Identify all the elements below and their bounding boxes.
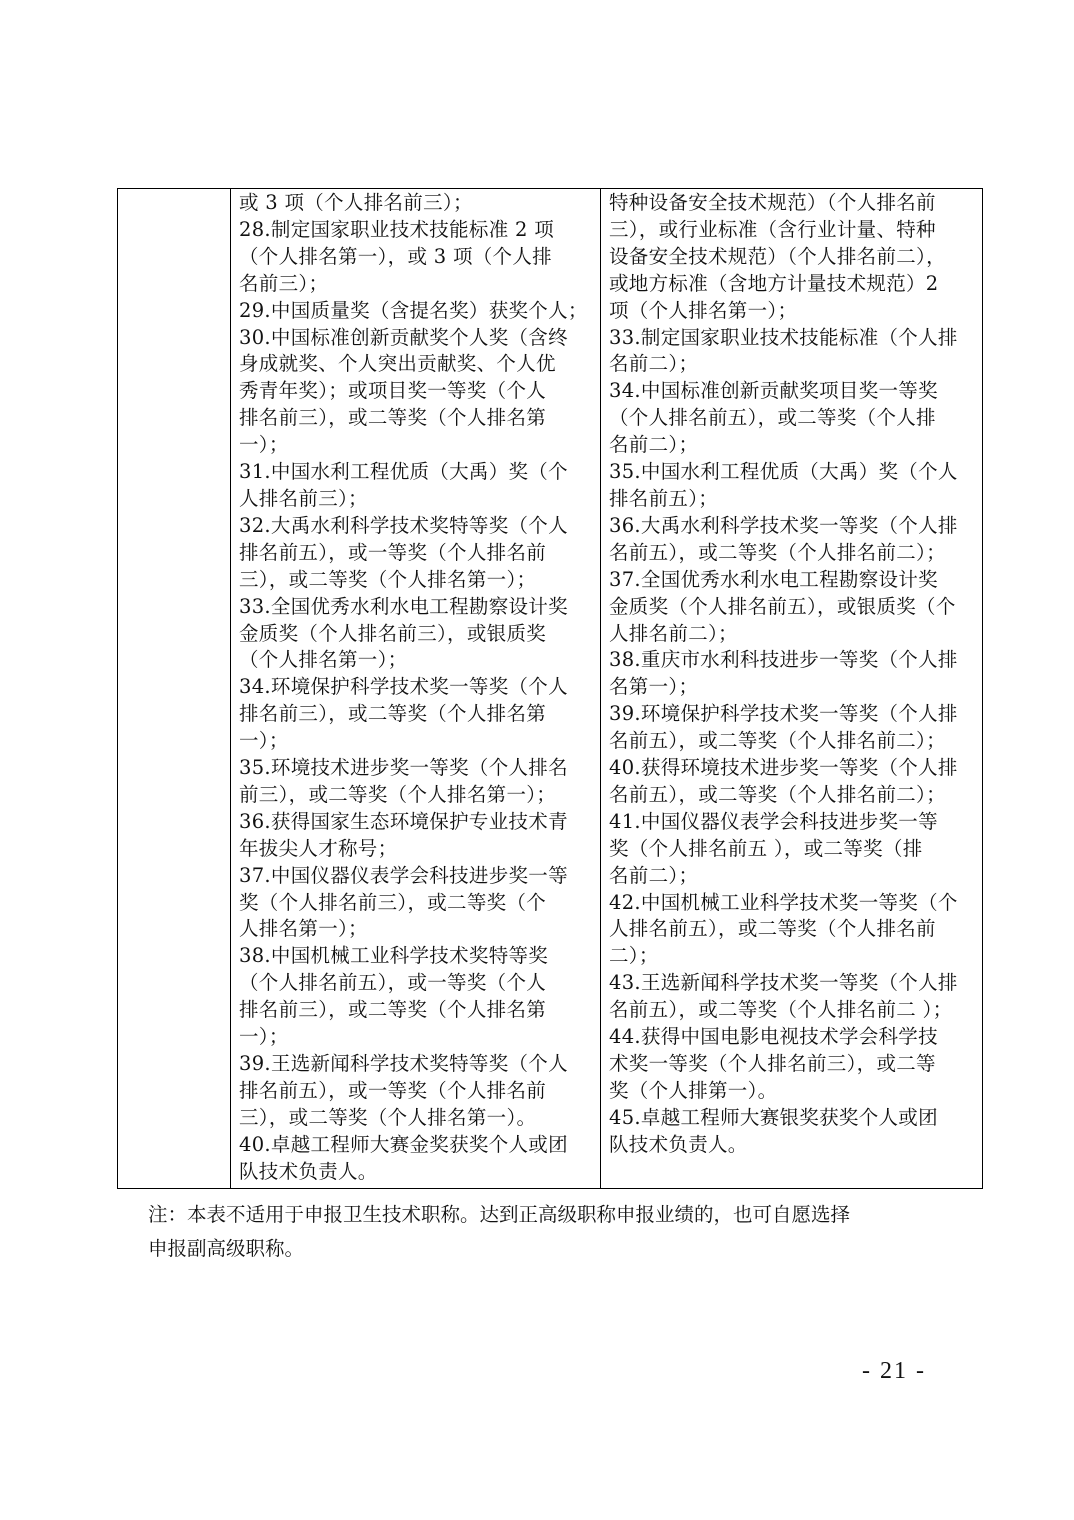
table-cell-category (118, 189, 231, 1189)
table-row (118, 189, 983, 1189)
category-text (118, 189, 230, 192)
page-number: - 21 - (862, 1358, 926, 1384)
professor-level-criteria: 或 3 项（个人排名前三）； 28.制定国家职业技术技能标准 2 项 （个人排名第一），或 3 项（个人排 名前三）； 29.中国质量奖（含提名奖）获奖个人； 30.中国标准创新贡献奖个人奖（含终 身成就奖、个人突出贡献奖、个人优 秀青年奖）；或项目奖一等奖（个人 排名前三），或二等奖（个人排名第 一）； 31.中国水利工程优质（大禹）奖（个 人排名前三）； 32.大禹水利科学技术奖特等奖（个人 排名前五），或一等奖（个人排名前 三），或二等奖（个人排名第一）； 33.全国优秀水利水电工程勘察设计奖 金质奖（个人排名前三），或银质奖 （个人排名第一）； 34.环境保护科学技术奖一等奖（个人 排名前三），或二等奖（个人排名第 一）； 35.环境技术进步奖一等奖（个人排名 前三），或二等奖（个人排名第一）； 36.获得国家生态环境保护专业技术青 年拔尖人才称号； 37.中国仪器仪表学会科技进步奖一等 奖（个人排名前三），或二等奖（个 人排名第一）； 38.中国机械工业科学技术奖特等奖 （个人排名前五），或一等奖（个人 排名前三），或二等奖（个人排名第 一）； 39.王选新闻科学技术奖特等奖（个人 排名前五），或一等奖（个人排名前 三），或二等奖（个人排名第一）。 40.卓越工程师大赛金奖获奖个人或团 队技术负责人。 (239, 191, 588, 1183)
criteria-table (117, 188, 983, 1189)
table-cell-professor-level (231, 189, 601, 1189)
table-cell-associate-level (601, 189, 983, 1189)
table-footnote: 注：本表不适用于申报卫生技术职称。达到正高级职称申报业绩的，也可自愿选择 申报副高级职称。 (148, 1203, 851, 1260)
associate-level-criteria: 特种设备安全技术规范）（个人排名前 三），或行业标准（含行业计量、特种 设备安全技术规范）（个人排名前二）， 或地方标准（含地方计量技术规范）2 项（个人排名第一）； 33.制定国家职业技术技能标准（个人排 名前二）； 34.中国标准创新贡献奖项目奖一等奖 （个人排名前五），或二等奖（个人排 名前二）； 35.中国水利工程优质（大禹）奖（个人 排名前五）； 36.大禹水利科学技术奖一等奖（个人排 名前五），或二等奖（个人排名前二）； 37.全国优秀水利水电工程勘察设计奖 金质奖（个人排名前五），或银质奖（个 人排名前二）； 38.重庆市水利科技进步一等奖（个人排 名第一）； 39.环境保护科学技术奖一等奖（个人排 名前五），或二等奖（个人排名前二）； 40.获得环境技术进步奖一等奖（个人排 名前五），或二等奖（个人排名前二）； 41.中国仪器仪表学会科技进步奖一等 奖（个人排名前五 ），或二等奖（排 名前二）； 42.中国机械工业科学技术奖一等奖（个 人排名前五），或二等奖（个人排名前 二）； 43.王选新闻科学技术奖一等奖（个人排 名前五），或二等奖（个人排名前二 ）； 44.获得中国电影电视技术学会科学技 术奖一等奖（个人排名前三），或二等 奖（个人排第一）。 45.卓越工程师大赛银奖获奖个人或团 队技术负责人。 (609, 191, 958, 1156)
